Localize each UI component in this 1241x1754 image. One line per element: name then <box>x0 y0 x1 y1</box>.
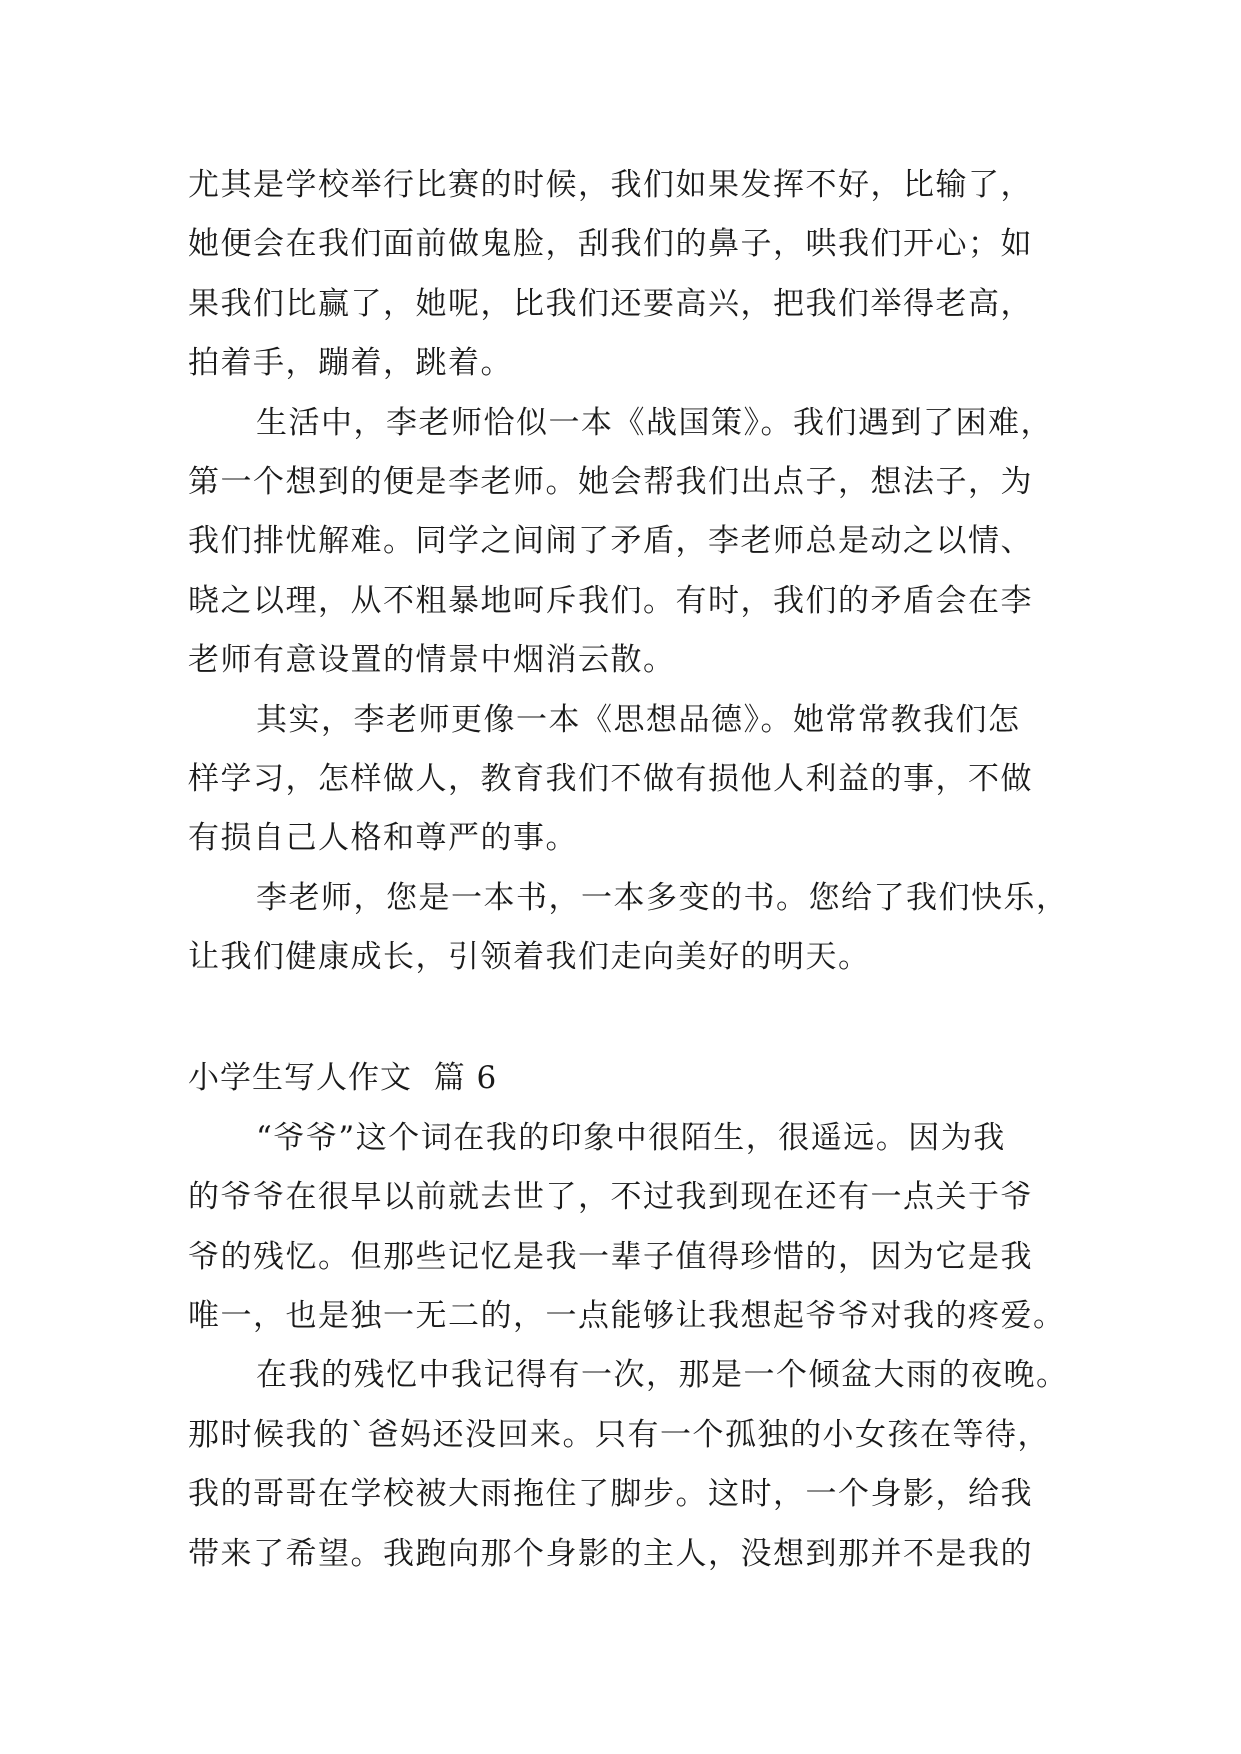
text-line: 拍着手，蹦着，跳着。 <box>188 345 513 382</box>
text-line: “爷爷”这个词在我的印象中很陌生，很遥远。因为我 <box>256 1119 1006 1156</box>
text-line: 李老师，您是一本书，一本多变的书。您给了我们快乐， <box>256 879 1069 916</box>
paragraph <box>188 1109 1068 1347</box>
text-line: 那时候我的`爸妈还没回来。只有一个孤独的小女孩在等待， <box>188 1416 1050 1453</box>
paragraph <box>188 394 1068 691</box>
text-line: 我的哥哥在学校被大雨拖住了脚步。这时，一个身影，给我 <box>188 1476 1033 1513</box>
text-line: 的爷爷在很早以前就去世了，不过我到现在还有一点关于爷 <box>188 1179 1033 1216</box>
text-line: 生活中，李老师恰似一本《战国策》。我们遇到了困难， <box>256 404 1053 441</box>
text-line: 果我们比赢了，她呢，比我们还要高兴，把我们举得老高， <box>188 285 1033 322</box>
paragraph <box>188 869 1068 988</box>
text-line: 尤其是学校举行比赛的时候，我们如果发挥不好，比输了， <box>188 167 1033 203</box>
text-line: 其实，李老师更像一本《思想品德》。她常常教我们怎 <box>256 701 1021 738</box>
section-heading: 小学生写人作文 篇 6 <box>188 1060 498 1097</box>
paragraph <box>188 156 1068 394</box>
text-line: 带来了希望。我跑向那个身影的主人，没想到那并不是我的 <box>188 1535 1033 1572</box>
text-line: 有损自己人格和尊严的事。 <box>188 820 578 857</box>
text-line: 晓之以理，从不粗暴地呵斥我们。有时，我们的矛盾会在李 <box>188 582 1033 619</box>
text-line: 让我们健康成长，引领着我们走向美好的明天。 <box>188 939 871 976</box>
text-line: 第一个想到的便是李老师。她会帮我们出点子，想法子，为 <box>188 463 1033 500</box>
text-line: 在我的残忆中我记得有一次，那是一个倾盆大雨的夜晚。 <box>256 1357 1069 1394</box>
document-text <box>188 156 1068 1584</box>
text-line: 唯一，也是独一无二的，一点能够让我想起爷爷对我的疼爱。 <box>188 1298 1066 1335</box>
text-line: 样学习，怎样做人，教育我们不做有损他人利益的事，不做 <box>188 760 1033 797</box>
text-line: 爷的残忆。但那些记忆是我一辈子值得珍惜的，因为它是我 <box>188 1238 1033 1275</box>
text-line: 老师有意设置的情景中烟消云散。 <box>188 642 676 679</box>
text-line: 我们排忧解难。同学之间闹了矛盾，李老师总是动之以情、 <box>188 523 1033 560</box>
paragraph <box>188 1346 1068 1584</box>
paragraph <box>188 691 1068 869</box>
text-line: 她便会在我们面前做鬼脸，刮我们的鼻子，哄我们开心；如 <box>188 226 1033 263</box>
